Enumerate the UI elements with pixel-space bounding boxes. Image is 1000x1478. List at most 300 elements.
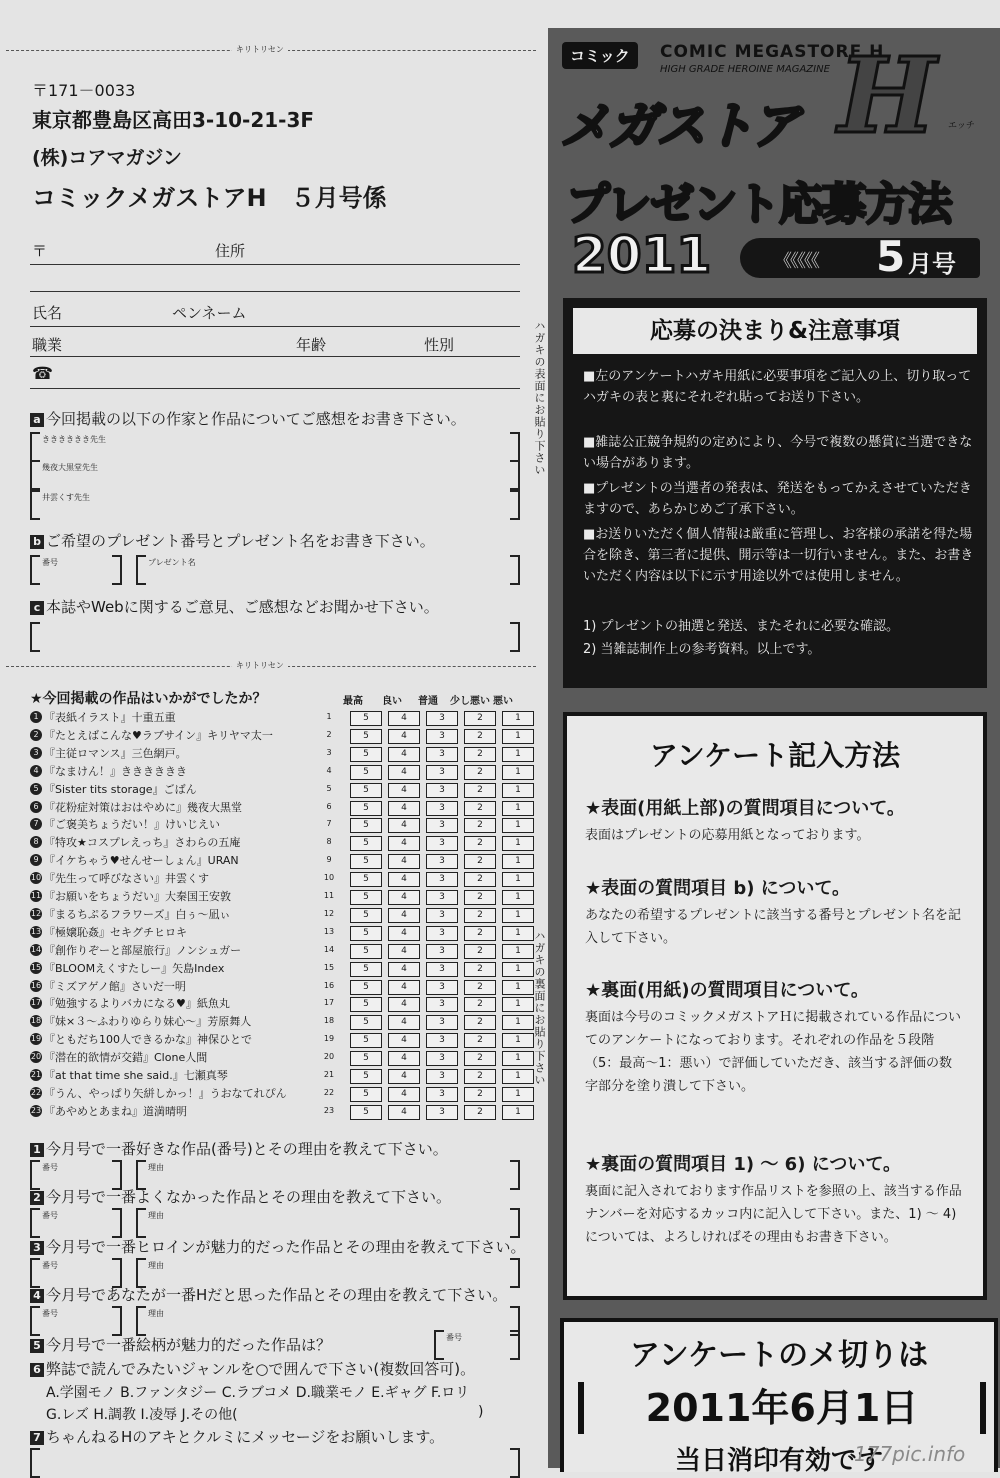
rating-score-box[interactable]: 4 (388, 801, 420, 816)
q1-reason-label: 理由 (148, 1163, 164, 1172)
author-3-bracket-right[interactable] (510, 490, 520, 520)
rating-score-box[interactable]: 4 (388, 854, 420, 869)
rating-row (30, 816, 530, 834)
howto-heading-4: ★裏面の質問項目 1) ～ 6) について。 (585, 1154, 901, 1175)
rating-score-box[interactable]: 4 (388, 1033, 420, 1048)
rule-5: 1) プレゼントの抽選と発送、またそれに必要な確認。 (583, 619, 899, 634)
rating-score-box[interactable]: 3 (426, 711, 458, 726)
question-b: b ご希望のプレゼント番号とプレゼント名をお書き下さい。 (30, 530, 435, 551)
logo-reading: エッチ (948, 121, 975, 131)
rating-row-index: 18 (30, 1016, 42, 1026)
rating-score-box[interactable]: 3 (426, 926, 458, 941)
author-2-bracket-left (30, 460, 40, 490)
watermark: 177pic.info (854, 1442, 966, 1466)
q3-number-label: 番号 (42, 1261, 58, 1270)
rating-score-box[interactable]: 5 (350, 890, 382, 905)
rating-score-box[interactable]: 4 (388, 729, 420, 744)
rating-score-box[interactable]: 4 (388, 908, 420, 923)
rating-work-title: 『勉強するよりバカになる♥』紙魚丸 (44, 997, 230, 1011)
cut-label-middle: キリトリセン (232, 660, 288, 671)
rating-row (30, 978, 530, 996)
rating-score-box[interactable]: 2 (464, 836, 496, 851)
rating-score-box[interactable]: 3 (426, 801, 458, 816)
q4-number-bracket-left (30, 1306, 40, 1336)
rating-row-number: 18 (323, 1016, 335, 1026)
rule-4: ■お送りいただく個人情報は厳重に管理し、お客様の承諾を得た場合を除き、第三者に提供、開示等は一切行いません。また、お書きいただく内容は以下に示す用途以外では使用しません。 (583, 527, 974, 584)
rating-score-box[interactable]: 4 (388, 944, 420, 959)
rating-score-box[interactable]: 5 (350, 1051, 382, 1066)
rating-score-box[interactable]: 1 (502, 980, 534, 995)
rating-score-box[interactable]: 2 (464, 818, 496, 833)
howto-heading-2: ★表面の質問項目 b) について。 (585, 878, 851, 899)
rating-score-box[interactable]: 3 (426, 944, 458, 959)
rating-score-box[interactable]: 3 (426, 997, 458, 1012)
question-3 (30, 1236, 526, 1257)
deadline-note: 当日消印有効です (674, 1446, 883, 1476)
rating-score-box[interactable]: 4 (388, 1105, 420, 1120)
rating-score-box[interactable]: 1 (502, 1087, 534, 1102)
rating-row (30, 924, 530, 942)
deadline-date: 2011年6月1日 (578, 1382, 986, 1434)
rating-score-box[interactable]: 2 (464, 997, 496, 1012)
rating-row-number: 1 (326, 712, 332, 721)
rating-score-box[interactable]: 4 (388, 872, 420, 887)
q2-reason-bracket-left (136, 1208, 146, 1238)
rating-score-box[interactable]: 5 (350, 980, 382, 995)
rating-score-box[interactable]: 5 (350, 1069, 382, 1084)
rating-row (30, 763, 530, 781)
rating-score-box[interactable]: 4 (388, 836, 420, 851)
rating-row-index: 23 (30, 1105, 42, 1115)
rating-work-title: 『たとえばこんな♥ラブサイン』キリヤマ太一 (44, 728, 273, 742)
rating-score-box[interactable]: 1 (502, 926, 534, 941)
message-bracket-right[interactable] (510, 1448, 520, 1478)
paste-back-instruction: ハガキの裏面にお貼り下さい (533, 930, 546, 1086)
howto-body-3: 裏面は今号のコミックメガストアＨに掲載されている作品についてのアンケートになっております。それぞれの作品を５段階（5：最高～1：悪い）で評価していただき、該当する評価の数字部分を塗り潰して下さい。 (585, 1010, 961, 1094)
rating-row-index: 4 (30, 765, 42, 777)
question-a: a 今回掲載の以下の作家と作品についてご感想をお書き下さい。 (30, 408, 466, 429)
howto-panel (563, 712, 987, 1300)
rating-work-title: 『イケちゃう♥せんせーしょん』URAN (44, 854, 239, 868)
genre-options-line1[interactable]: A.学園モノ B.ファンタジー C.ラブコメ D.職業モノ E.ギャグ F.ロリ (46, 1385, 470, 1401)
rating-row-number: 20 (323, 1052, 335, 1062)
present-heading: プレゼント応募方法 (566, 179, 952, 230)
rating-score-box[interactable]: 3 (426, 836, 458, 851)
rule-6: 2) 当雑誌制作上の参考資料。以上です。 (583, 642, 821, 657)
rating-work-title: 『ミズアゲノ館』さいだ一明 (44, 979, 186, 993)
rating-score-box[interactable]: 2 (464, 872, 496, 887)
rating-score-box[interactable]: 4 (388, 1069, 420, 1084)
rating-score-box[interactable]: 3 (426, 872, 458, 887)
rating-score-box[interactable]: 3 (426, 962, 458, 977)
rating-row-index: 16 (30, 980, 42, 990)
issue-arrows: 《《《《《 (774, 251, 818, 272)
rating-row-index: 19 (30, 1034, 42, 1044)
author-2-label: 幾夜大黒堂先生 (42, 463, 98, 472)
rating-header-slightly-bad: 少し悪い (450, 696, 490, 707)
rating-score-box[interactable]: 5 (350, 962, 382, 977)
rating-score-box[interactable]: 1 (502, 1069, 534, 1084)
tag-4: 4 (30, 1289, 44, 1303)
rating-score-box[interactable]: 3 (426, 980, 458, 995)
phone-icon: ☎ (32, 364, 54, 384)
rating-score-box[interactable]: 5 (350, 818, 382, 833)
rating-score-box[interactable]: 5 (350, 854, 382, 869)
rating-score-box[interactable]: 4 (388, 1015, 420, 1030)
rating-row (30, 1085, 530, 1103)
rating-score-box[interactable]: 5 (350, 926, 382, 941)
phone-line[interactable] (30, 388, 520, 389)
q4-number-bracket-right[interactable] (112, 1306, 122, 1336)
rating-score-box[interactable]: 1 (502, 783, 534, 798)
present-number-label: 番号 (42, 558, 58, 567)
rating-work-title: 『なまけん！』きききききき (44, 764, 187, 778)
rating-row (30, 852, 530, 870)
rating-row-index: 20 (30, 1052, 42, 1062)
rating-score-box[interactable]: 2 (464, 854, 496, 869)
rating-work-title: 『Sister tits storage』ごばん (44, 782, 197, 796)
question-7: 7 ちゃんねるHのアキとクルミにメッセージをお願いします。 (30, 1426, 444, 1447)
rating-score-box[interactable]: 2 (464, 890, 496, 905)
rating-score-box[interactable]: 4 (388, 765, 420, 780)
rating-row (30, 960, 530, 978)
rating-score-box[interactable]: 4 (388, 1087, 420, 1102)
q4-reason-bracket-left (136, 1306, 146, 1336)
rating-score-box[interactable]: 1 (502, 801, 534, 816)
q1-reason-bracket-right[interactable] (510, 1160, 520, 1190)
present-number-bracket-right[interactable] (112, 555, 122, 585)
rating-row (30, 745, 530, 763)
rating-score-box[interactable]: 2 (464, 1015, 496, 1030)
rating-work-title: 『花粉症対策はおはやめに』幾夜大黒堂 (44, 800, 242, 814)
rating-score-box[interactable]: 5 (350, 1105, 382, 1120)
rating-row-number: 2 (326, 729, 332, 739)
rating-row-number: 17 (323, 998, 335, 1008)
logo-letter-h: H (838, 34, 937, 157)
rating-work-title: 『主従ロマンス』三色網戸。 (44, 746, 187, 760)
issue-month-suffix: 月号 (908, 250, 956, 278)
rating-score-box[interactable]: 4 (388, 997, 420, 1012)
genre-options-line2[interactable]: G.レズ H.調教 I.凌辱 J.その他( (46, 1407, 238, 1423)
rating-row (30, 906, 530, 924)
logo-tagline: HIGH GRADE HEROINE MAGAZINE (660, 64, 830, 75)
q1-number-label: 番号 (42, 1163, 58, 1172)
rating-score-box[interactable]: 4 (388, 980, 420, 995)
q2-number-bracket-right[interactable] (112, 1208, 122, 1238)
rating-score-box[interactable]: 1 (502, 818, 534, 833)
issue-month: 5 (876, 232, 906, 281)
rating-score-box[interactable]: 3 (426, 729, 458, 744)
rating-score-box[interactable]: 4 (388, 890, 420, 905)
rating-score-box[interactable]: 5 (350, 1015, 382, 1030)
opinion-bracket-left (30, 622, 40, 652)
rating-score-box[interactable]: 5 (350, 729, 382, 744)
q5-bracket-left (434, 1330, 444, 1360)
address-line-2[interactable] (30, 291, 520, 292)
address-line-1[interactable] (30, 264, 520, 265)
rating-work-title: 『BLOOMえくすたしー』矢島Index (44, 961, 225, 975)
question-text: 今月号で一番ヒロインが魅力的だった作品とその理由を教えて下さい。 (46, 1238, 526, 1256)
tag-2: 2 (30, 1191, 44, 1205)
q5-number-label: 番号 (446, 1333, 462, 1342)
logo-english: COMIC MEGASTORE H (660, 42, 885, 62)
issue-year: 2011 (572, 226, 712, 284)
rating-row-index: 8 (30, 836, 42, 848)
deadline-label: アンケートのメ切りは (629, 1338, 929, 1373)
rating-row-index: 17 (30, 998, 42, 1008)
tag-6: 6 (30, 1363, 44, 1377)
rating-row (30, 870, 530, 888)
rating-score-box[interactable]: 5 (350, 908, 382, 923)
postal-code: 〒171－0033 (32, 81, 136, 100)
rating-work-title: 『極嬢恥姦』セキグチヒロキ (44, 925, 187, 939)
opinion-bracket-right[interactable] (510, 622, 520, 652)
rating-score-box[interactable]: 4 (388, 926, 420, 941)
penname-label: ペンネーム (172, 304, 247, 322)
rating-row (30, 799, 530, 817)
rating-row-number: 3 (326, 747, 332, 757)
rating-score-box[interactable]: 1 (502, 765, 534, 780)
street-address: 東京都豊島区高田3-10-21-3F (32, 108, 315, 132)
rating-row-number: 6 (326, 801, 332, 811)
tag-b: b (30, 535, 44, 549)
q2-number-bracket-left (30, 1208, 40, 1238)
rating-score-box[interactable]: 3 (426, 1033, 458, 1048)
rating-score-box[interactable]: 5 (350, 836, 382, 851)
howto-body-2: あなたの希望するプレゼントに該当する番号とプレゼント名を記入して下さい。 (585, 908, 961, 946)
rating-score-box[interactable]: 1 (502, 997, 534, 1012)
rating-score-box[interactable]: 3 (426, 1015, 458, 1030)
rating-score-box[interactable]: 1 (502, 1015, 534, 1030)
rating-row-index: 2 (30, 729, 42, 741)
rating-score-box[interactable]: 1 (502, 747, 534, 762)
rating-score-box[interactable]: 3 (426, 1069, 458, 1084)
tag-3: 3 (30, 1241, 44, 1255)
rating-score-box[interactable]: 2 (464, 1069, 496, 1084)
rating-score-box[interactable]: 2 (464, 783, 496, 798)
genre-close-paren: ) (478, 1404, 484, 1420)
q3-reason-label: 理由 (148, 1261, 164, 1270)
rating-score-box[interactable]: 2 (464, 747, 496, 762)
rating-row-number: 22 (323, 1087, 335, 1097)
question-2 (30, 1186, 451, 1207)
q3-reason-bracket-right[interactable] (510, 1258, 520, 1288)
rating-score-box[interactable]: 3 (426, 818, 458, 833)
rating-row-index: 21 (30, 1070, 42, 1079)
rating-row-index: 22 (30, 1087, 42, 1097)
logo-title: メガストア (560, 97, 799, 155)
rating-row (30, 834, 530, 852)
rating-work-title: 『ご褒美ちょうだい！』けいじえい (44, 818, 220, 832)
rating-score-box[interactable]: 5 (350, 997, 382, 1012)
rating-score-box[interactable]: 1 (502, 872, 534, 887)
rating-score-box[interactable]: 1 (502, 962, 534, 977)
rating-row-number: 16 (323, 980, 335, 990)
rating-row-number: 11 (323, 891, 335, 900)
rating-score-box[interactable]: 2 (464, 962, 496, 977)
author-3-bracket-left (30, 490, 40, 520)
rating-row-number: 4 (326, 765, 332, 775)
rating-row-index: 7 (30, 818, 42, 830)
rating-score-box[interactable]: 2 (464, 765, 496, 780)
rating-row-number: 9 (326, 855, 332, 865)
job-line[interactable] (30, 356, 520, 357)
issue-band (740, 232, 980, 281)
howto-title: アンケート記入方法 (649, 739, 901, 772)
rating-row-index: 13 (30, 926, 42, 936)
howto-heading-3: ★裏面(用紙)の質問項目について。 (585, 980, 869, 1001)
cut-label-top: キリトリセン (232, 44, 288, 55)
postal-mark: 〒 (32, 242, 48, 260)
gender-label: 性別 (424, 336, 455, 354)
rating-score-box[interactable]: 3 (426, 1051, 458, 1066)
author-1-bracket-left (30, 432, 40, 462)
rules-panel (563, 298, 987, 688)
rating-score-box[interactable]: 4 (388, 783, 420, 798)
present-name-bracket-right[interactable] (510, 555, 520, 585)
rating-score-box[interactable]: 4 (388, 962, 420, 977)
rating-score-box[interactable]: 5 (350, 765, 382, 780)
q4-reason-label: 理由 (148, 1309, 164, 1318)
question-text: 今月号で一番好きな作品(番号)とその理由を教えて下さい。 (46, 1140, 448, 1158)
rating-row-index: 11 (30, 891, 42, 900)
rating-score-box[interactable]: 3 (426, 1087, 458, 1102)
rating-score-box[interactable]: 5 (350, 1087, 382, 1102)
name-line[interactable] (30, 326, 520, 327)
rating-score-box[interactable]: 1 (502, 854, 534, 869)
rating-score-box[interactable]: 1 (502, 1033, 534, 1048)
rating-score-box[interactable]: 2 (464, 1105, 496, 1120)
rating-row-number: 13 (323, 926, 335, 936)
paste-front-instruction: ハガキの表面にお貼り下さい (533, 320, 546, 476)
author-1-label: きききききき先生 (42, 435, 106, 444)
rating-score-box[interactable]: 2 (464, 801, 496, 816)
rating-score-box[interactable]: 3 (426, 765, 458, 780)
rating-score-box[interactable]: 5 (350, 944, 382, 959)
rule-1: ■左のアンケートハガキ用紙に必要事項をご記入の上、切り取ってハガキの表と裏にそれぞれ貼ってお送り下さい。 (583, 369, 972, 405)
rating-work-title: 『ともだち100人できるかな』神保ひとで (44, 1033, 252, 1047)
rating-score-box[interactable]: 3 (426, 854, 458, 869)
rating-row-index: 12 (30, 908, 42, 918)
rating-work-title: 『お願いをちょうだい』大秦国王安敦 (44, 890, 231, 903)
rating-score-box[interactable]: 3 (426, 1105, 458, 1120)
rating-row (30, 727, 530, 745)
rating-score-box[interactable]: 2 (464, 1033, 496, 1048)
rating-row-index: 5 (30, 783, 42, 795)
question-text: 今月号であなたが一番Hだと思った作品とその理由を教えて下さい。 (46, 1286, 508, 1304)
question-1 (30, 1138, 448, 1159)
question-5: 5 今月号で一番絵柄が魅力的だった作品は？ (30, 1334, 331, 1355)
author-3-label: 井雲くす先生 (42, 493, 90, 502)
rating-score-box[interactable]: 4 (388, 818, 420, 833)
tag-1: 1 (30, 1143, 44, 1157)
address-label: 住所 (215, 242, 246, 260)
author-1-bracket-right[interactable] (510, 432, 520, 462)
rating-score-box[interactable]: 1 (502, 711, 534, 726)
q2-number-label: 番号 (42, 1211, 58, 1220)
rating-row (30, 942, 530, 960)
rating-work-title: 『うん、やっぱり矢絣しかっ！』うおなてれぴん (44, 1086, 287, 1100)
rating-score-box[interactable]: 5 (350, 872, 382, 887)
name-label: 氏名 (32, 304, 63, 322)
rating-score-box[interactable]: 2 (464, 729, 496, 744)
rating-score-box[interactable]: 2 (464, 1087, 496, 1102)
tag-5: 5 (30, 1339, 44, 1353)
rating-row-number: 5 (326, 783, 332, 793)
rating-score-box[interactable]: 1 (502, 1105, 534, 1120)
question-c: c 本誌やWebに関するご意見、ご感想などお聞かせ下さい。 (30, 596, 439, 617)
rating-score-box[interactable]: 5 (350, 783, 382, 798)
age-label: 年齢 (296, 336, 327, 354)
rating-work-title: 『表紙イラスト』十重五重 (44, 711, 176, 724)
rating-header-bad: 悪い (493, 696, 513, 707)
rating-score-box[interactable]: 1 (502, 908, 534, 923)
rating-work-title: 『潜在的欲情が交錯』Clone人間 (44, 1051, 208, 1065)
rating-score-box[interactable]: 4 (388, 711, 420, 726)
author-2-bracket-right[interactable] (510, 460, 520, 490)
rating-score-box[interactable]: 5 (350, 747, 382, 762)
rating-score-box[interactable]: 1 (502, 1051, 534, 1066)
rating-score-box[interactable]: 5 (350, 1033, 382, 1048)
present-number-bracket-left (30, 555, 40, 585)
rating-score-box[interactable]: 5 (350, 711, 382, 726)
rating-score-box[interactable]: 2 (464, 711, 496, 726)
howto-body-1: 表面はプレゼントの応募用紙となっております。 (585, 828, 870, 843)
rating-score-box[interactable]: 1 (502, 729, 534, 744)
department-name: コミックメガストアH ５月号係 (32, 184, 387, 212)
q2-reason-bracket-right[interactable] (510, 1208, 520, 1238)
rating-row-index: 14 (30, 944, 42, 954)
rating-header-normal: 普通 (418, 696, 438, 707)
howto-body-4: 裏面に記入されております作品リストを参照の上、該当する作品ナンバーを対応するカッコ内に記入して下さい。また、1) ～ 4) については、よろしければその理由もお書き下さい。 (585, 1184, 962, 1245)
rating-score-box[interactable]: 2 (464, 926, 496, 941)
rating-work-title: 『先生って呼びなさい』井雲くす (44, 872, 209, 886)
rating-row-number: 23 (323, 1105, 335, 1115)
rating-score-box[interactable]: 4 (388, 747, 420, 762)
rating-header-best: 最高 (343, 696, 363, 707)
magazine-logo (560, 34, 990, 166)
rating-row-number: 12 (323, 908, 335, 918)
rating-row (30, 1049, 530, 1067)
rating-score-box[interactable]: 3 (426, 747, 458, 762)
rating-row (30, 1103, 530, 1121)
q5-bracket-right[interactable] (510, 1330, 520, 1360)
tag-c: c (30, 601, 44, 615)
rating-score-box[interactable]: 3 (426, 890, 458, 905)
rating-score-box[interactable]: 3 (426, 783, 458, 798)
rating-work-title: 『妹×３～ふわりゆらり妹心～』芳原舞人 (44, 1015, 252, 1029)
rating-row-index: 6 (30, 801, 42, 813)
tag-7: 7 (30, 1431, 44, 1445)
rating-score-box[interactable]: 2 (464, 908, 496, 923)
rating-score-box[interactable]: 1 (502, 836, 534, 851)
rating-row (30, 995, 530, 1013)
rating-score-box[interactable]: 1 (502, 944, 534, 959)
q4-number-label: 番号 (42, 1309, 58, 1318)
rating-row-index: 9 (30, 854, 42, 866)
rating-score-box[interactable]: 2 (464, 1051, 496, 1066)
rating-row-index: 10 (30, 873, 42, 883)
rating-score-box[interactable]: 2 (464, 980, 496, 995)
rating-score-box[interactable]: 2 (464, 944, 496, 959)
rating-score-box[interactable]: 1 (502, 890, 534, 905)
rating-score-box[interactable]: 4 (388, 1051, 420, 1066)
rating-score-box[interactable]: 3 (426, 908, 458, 923)
rating-score-box[interactable]: 5 (350, 801, 382, 816)
rating-row-number: 7 (326, 819, 332, 829)
rating-row-index: 1 (30, 711, 42, 723)
question-6: 6 弊誌で読んでみたいジャンルを○で囲んで下さい(複数回答可)。 (30, 1358, 475, 1379)
